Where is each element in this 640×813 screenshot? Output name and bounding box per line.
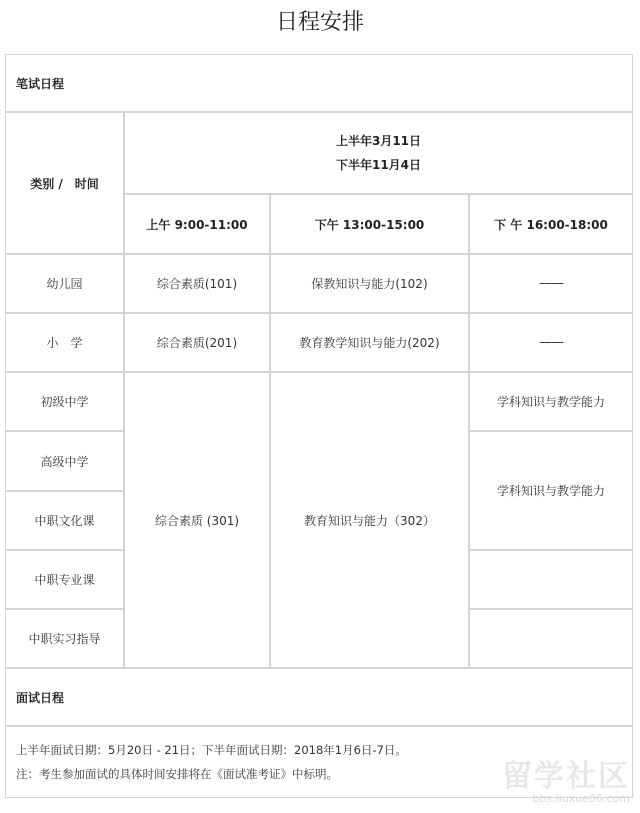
row-label-vocational-major: 中职专业课 <box>5 550 124 609</box>
row-label-senior-middle: 高级中学 <box>5 431 124 491</box>
interview-section-title: 面试日程 <box>5 668 633 726</box>
kindergarten-afternoon2-cell: —— <box>469 254 633 313</box>
watermark-main: 留学社区 <box>502 759 630 794</box>
row-label-primary: 小 学 <box>5 313 124 372</box>
slot-morning-header: 上午 9:00-11:00 <box>124 194 270 254</box>
category-time-header: 类别 / 时间 <box>5 112 124 254</box>
merged-afternoon2-senior-vocational-cell: 学科知识与教学能力 <box>469 431 633 550</box>
primary-afternoon1-cell: 教育教学知识与能力(202) <box>270 313 469 372</box>
primary-morning-cell: 综合素质(201) <box>124 313 270 372</box>
exam-dates-header <box>124 112 633 194</box>
interview-note-line: 注：考生参加面试的具体时间安排将在《面试准考证》中标明。 <box>16 767 338 781</box>
row-label-kindergarten: 幼儿园 <box>5 254 124 313</box>
primary-afternoon2-cell: —— <box>469 313 633 372</box>
kindergarten-morning-cell: 综合素质(101) <box>124 254 270 313</box>
date-first-half: 上半年3月11日 <box>335 134 422 148</box>
kindergarten-afternoon1-cell: 保教知识与能力(102) <box>270 254 469 313</box>
interview-dates-line: 上半年面试日期：5月20日 - 21日；下半年面试日期：2018年1月6日-7日。 <box>16 743 407 757</box>
date-second-half: 下半年11月4日 <box>335 158 422 172</box>
watermark-url: bbs.liuxue86.com <box>532 792 630 805</box>
row-label-vocational-culture: 中职文化课 <box>5 491 124 550</box>
slot-afternoon1-header: 下午 13:00-15:00 <box>270 194 469 254</box>
page-title: 日程安排 <box>275 10 364 35</box>
merged-morning-301-cell: 综合素质 (301) <box>124 372 270 668</box>
vocational-major-afternoon2-cell <box>469 550 633 609</box>
watermark <box>502 761 630 805</box>
row-label-vocational-practice: 中职实习指导 <box>5 609 124 668</box>
junior-middle-afternoon2-cell: 学科知识与教学能力 <box>469 372 633 431</box>
slot-afternoon2-header: 下 午 16:00-18:00 <box>469 194 633 254</box>
row-label-junior-middle: 初级中学 <box>5 372 124 431</box>
merged-afternoon1-302-cell: 教育知识与能力（302） <box>270 372 469 668</box>
vocational-practice-afternoon2-cell <box>469 609 633 668</box>
written-section-title: 笔试日程 <box>5 54 633 112</box>
